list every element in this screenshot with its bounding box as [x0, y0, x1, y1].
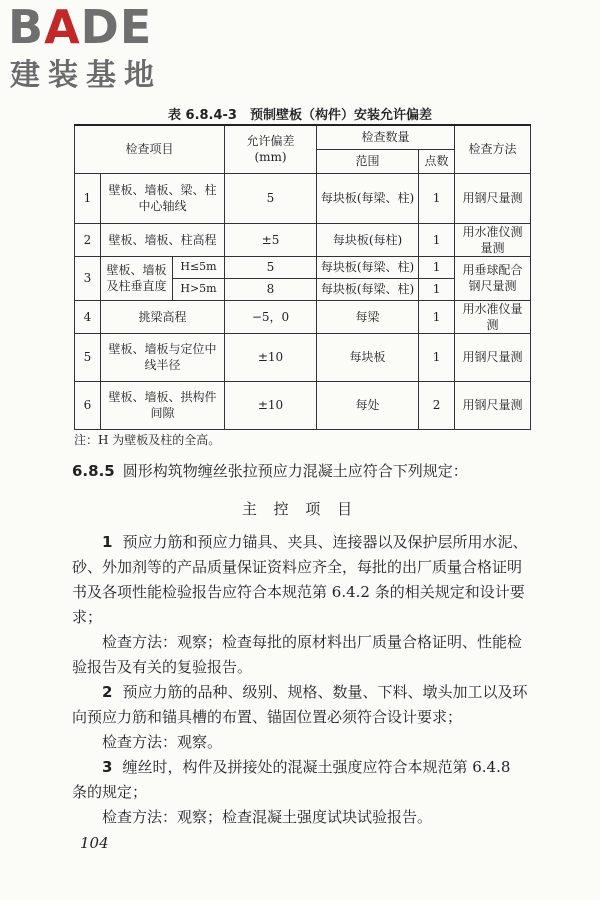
section-number: 6.8.5: [72, 462, 115, 480]
page-number: 104: [80, 834, 109, 852]
header-points: 点数: [419, 149, 455, 173]
table-row: 2 壁板、墙板、柱高程 ±5 每块板(每柱) 1 用水准仪测量测: [75, 223, 531, 256]
clause-method: 检查方法：观察。: [102, 733, 223, 751]
clause-item: 1 预应力筋和预应力锚具、夹具、连接器以及保护层所用水泥、砂、外加剂等的产品质量保证资料应齐全，每批的出厂质量合格证明书及各项性能检验报告应符合本规范第 6.4.2 条的相关规定和设计要求；: [72, 533, 528, 626]
section-title: 圆形构筑物缠丝张拉预应力混凝土应符合下列规定：: [122, 462, 468, 480]
header-method: 检查方法: [455, 125, 531, 173]
table-caption: 表 6.8.4-3 预制壁板（构件）安装允许偏差: [168, 108, 432, 123]
clause-method: 检查方法：观察；检查每批的原材料出厂质量合格证明、性能检验报告及有关的复验报告。: [72, 633, 523, 676]
section-heading: [72, 460, 468, 481]
table-row: 5 壁板、墙板与定位中线半径 ±10 每块板 1 用钢尺量测: [75, 333, 531, 381]
logo-subtitle: 建装基地: [10, 58, 162, 93]
table-row: 1 壁板、墙板、梁、柱中心轴线 5 每块板(每梁、柱) 1 用钢尺量测: [75, 173, 531, 223]
header-item: 检查项目: [75, 125, 225, 173]
clause-item: 2 预应力筋的品种、级别、规格、数量、下料、墩头加工以及环向预应力筋和锚具槽的布置、锚固位置必须符合设计要求；: [72, 683, 528, 726]
table-row: 3 壁板、墙板及柱垂直度 H≤5m 5 每块板(每梁、柱) 1 用垂球配合钢尺量测: [75, 256, 531, 278]
header-quantity: 检查数量: [317, 125, 455, 149]
tolerance-table: [74, 124, 531, 430]
logo: [8, 0, 208, 96]
table-row: H>5m 8 每块板(每梁、柱) 1: [75, 278, 531, 300]
table-row: 6 壁板、墙板、拱构件间隙 ±10 每处 2 用钢尺量测: [75, 381, 531, 429]
section-subheading: 主 控 项 目: [241, 500, 359, 518]
logo-wordmark: BADE: [8, 0, 153, 54]
header-tolerance: 允许偏差 (mm): [225, 125, 317, 173]
table-row: 4 挑梁高程 −5，0 每梁 1 用水准仪量测: [75, 300, 531, 333]
clause-method: 检查方法：观察；检查混凝土强度试块试验报告。: [102, 808, 433, 826]
table-note: 注：H 为壁板及柱的全高。: [74, 433, 221, 447]
header-range: 范围: [317, 149, 419, 173]
clause-item: 3 缠丝时，构件及拼接处的混凝土强度应符合本规范第 6.4.8 条的规定；: [72, 758, 511, 801]
